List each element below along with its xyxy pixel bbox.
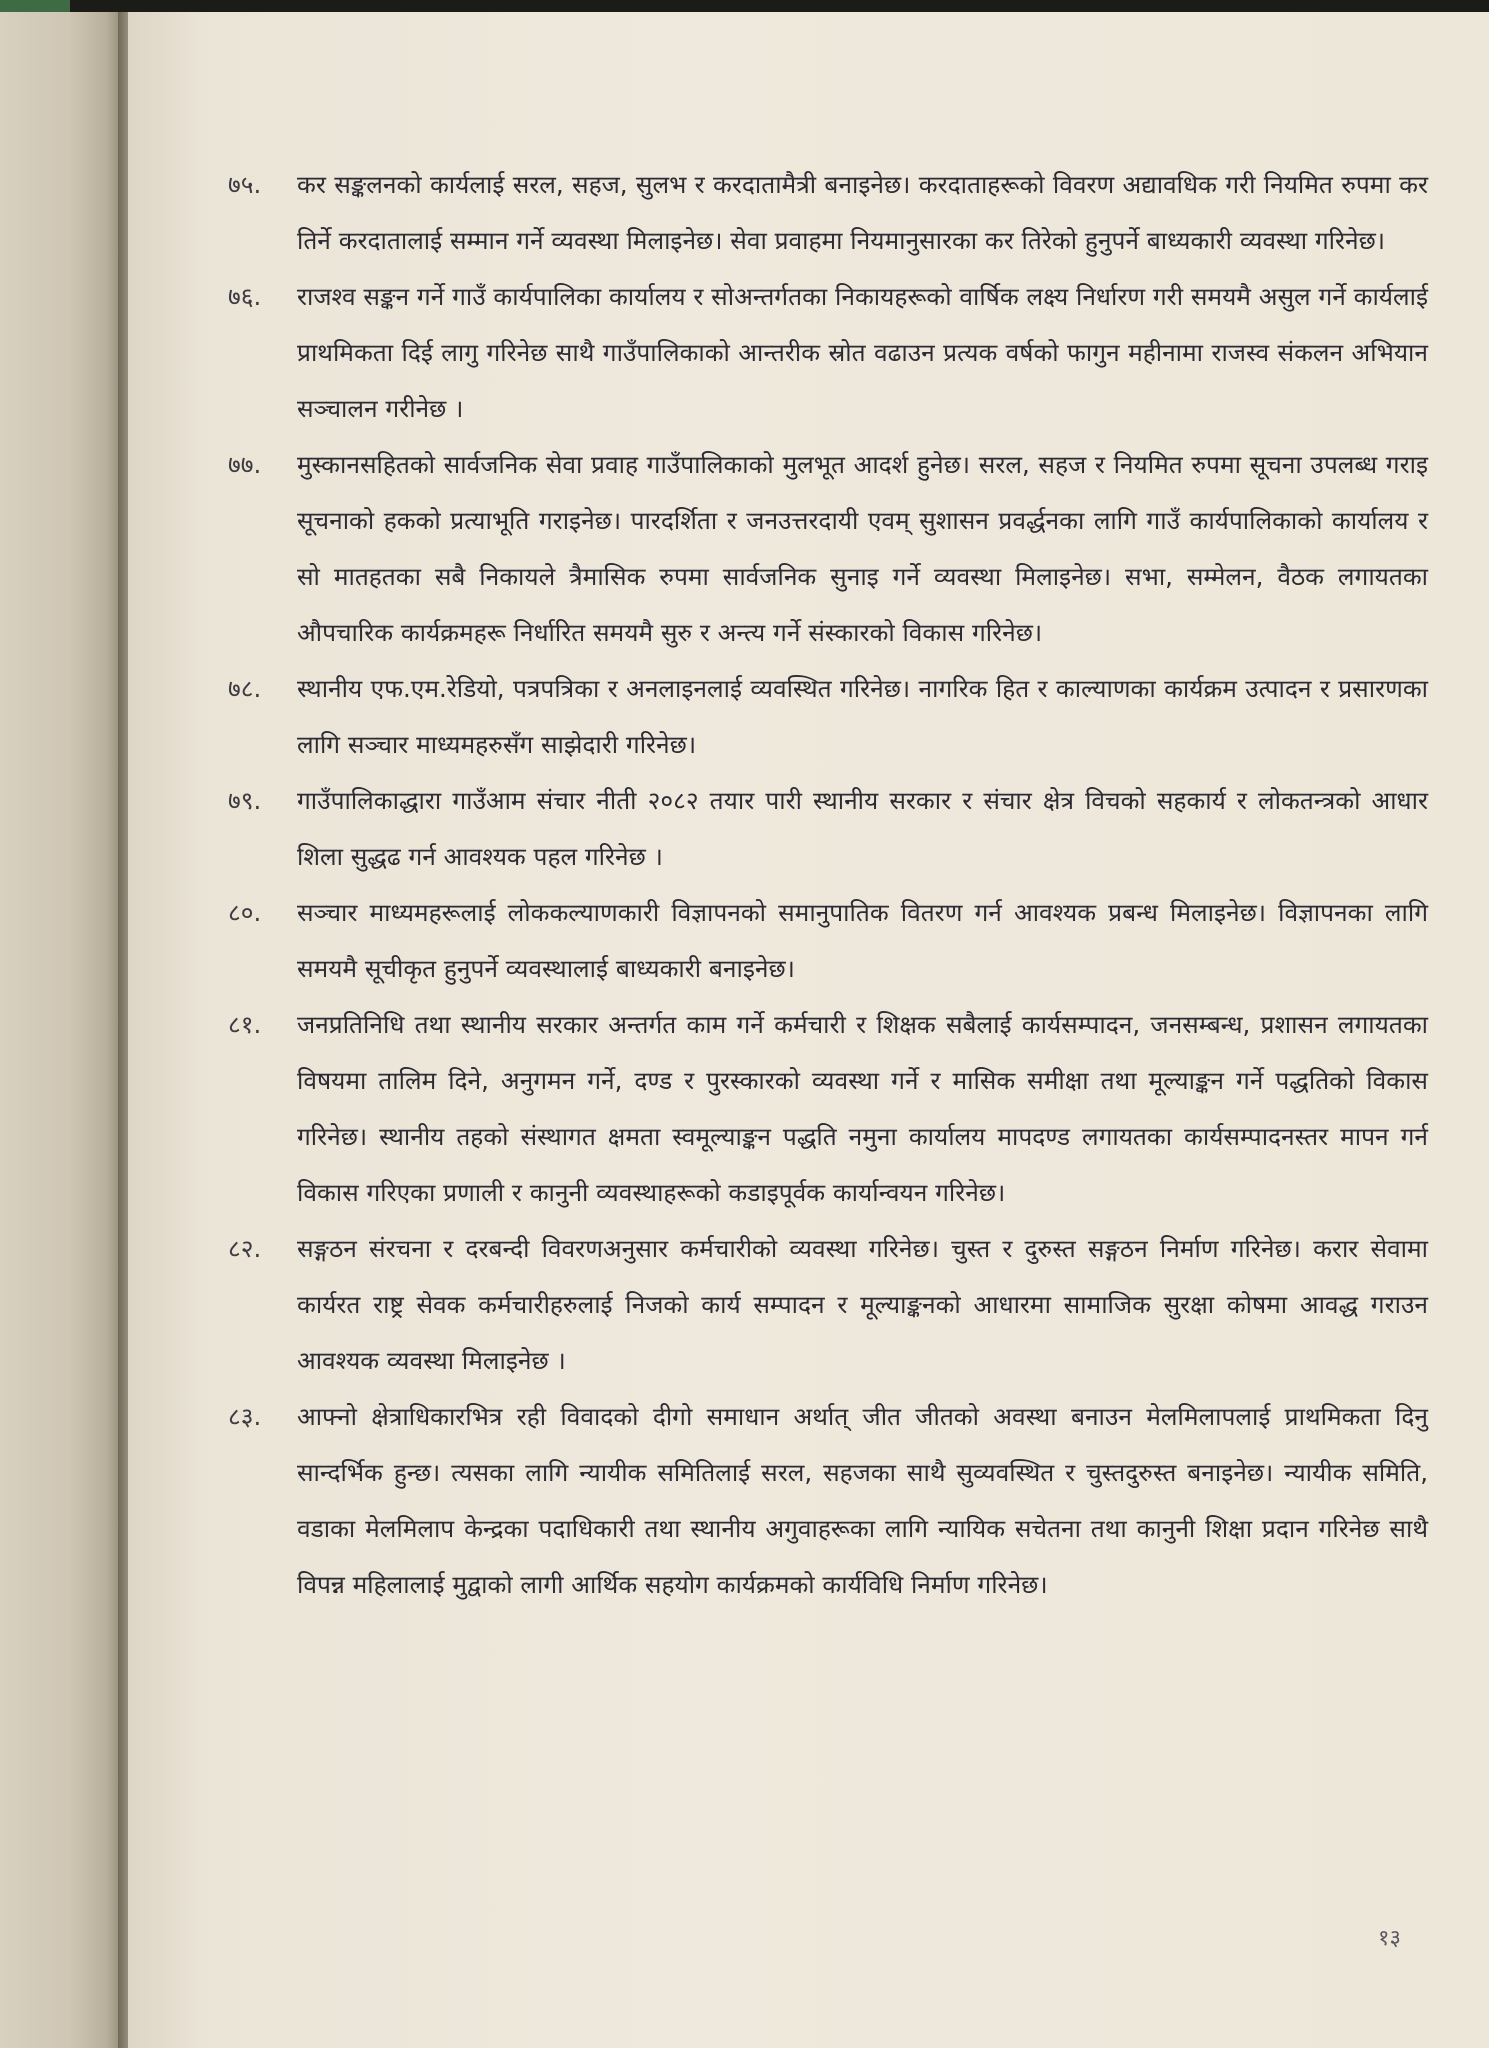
- list-item: [228, 1389, 1428, 1613]
- item-number: ७८.: [228, 674, 262, 703]
- item-number: ७५.: [228, 170, 262, 199]
- list-item: [228, 437, 1428, 661]
- document-page: [128, 12, 1489, 2048]
- left-page-margin: [0, 12, 125, 2048]
- item-text: मुस्कानसहितको सार्वजनिक सेवा प्रवाह गाउँपालिकाको मुलभूत आदर्श हुनेछ। सरल, सहज र नियमित रुपमा सूचना उपलब्ध गराइ सूचनाको हकको प्रत्याभूति गराइनेछ। पारदर्शिता र जनउत्तरदायी एवम् सुशासन प्रवर्द्धनका लागि गाउँ कार्यपालिकाको कार्यालय र सो मातहतका सबै निकायले त्रैमासिक रुपमा सार्वजनिक सुनाइ गर्ने व्यवस्था मिलाइनेछ। सभा, सम्मेलन, वैठक लगायतका औपचारिक कार्यक्रमहरू निर्धारित समयमै सुरु र अन्त्य गर्ने संस्कारको विकास गरिनेछ।: [297, 450, 1428, 647]
- item-number: ८३.: [228, 1402, 262, 1431]
- item-number: ८२.: [228, 1234, 262, 1263]
- item-text: राजश्व सङ्कन गर्ने गाउँ कार्यपालिका कार्यालय र सोअन्तर्गतका निकायहरूको वार्षिक लक्ष्य निर्धारण गरी समयमै असुल गर्ने कार्यलाई प्राथमिकता दिई लागु गरिनेछ साथै गाउँपालिकाको आन्तरीक स्रोत वढाउन प्रत्यक वर्षको फागुन महीनामा राजस्व संकलन अभियान सञ्चालन गरीनेछ ।: [297, 282, 1428, 423]
- list-item: [228, 157, 1428, 269]
- list-item: [228, 1221, 1428, 1389]
- item-text: जनप्रतिनिधि तथा स्थानीय सरकार अन्तर्गत काम गर्ने कर्मचारी र शिक्षक सबैलाई कार्यसम्पादन, जनसम्बन्ध, प्रशासन लगायतका विषयमा तालिम दिने, अनुगमन गर्ने, दण्ड र पुरस्कारको व्यवस्था गर्ने र मासिक समीक्षा तथा मूल्याङ्कन गर्ने पद्धतिको विकास गरिनेछ। स्थानीय तहको संस्थागत क्षमता स्वमूल्याङ्कन पद्धति नमुना कार्यालय मापदण्ड लगायतका कार्यसम्पादनस्तर मापन गर्न विकास गरिएका प्रणाली र कानुनी व्यवस्थाहरूको कडाइपूर्वक कार्यान्वयन गरिनेछ।: [297, 1010, 1429, 1207]
- item-text: सङ्गठन संरचना र दरबन्दी विवरणअनुसार कर्मचारीको व्यवस्था गरिनेछ। चुस्त र दुरुस्त सङ्गठन निर्माण गरिनेछ। करार सेवामा कार्यरत राष्ट्र सेवक कर्मचारीहरुलाई निजको कार्य सम्पादन र मूल्याङ्कनको आधारमा सामाजिक सुरक्षा कोषमा आवद्ध गराउन आवश्यक व्यवस्था मिलाइनेछ ।: [297, 1234, 1428, 1375]
- item-text: आफ्नो क्षेत्राधिकारभित्र रही विवादको दीगो समाधान अर्थात् जीत जीतको अवस्था बनाउन मेलमिलापलाई प्राथमिकता दिनु सान्दर्भिक हुन्छ। त्यसका लागि न्यायीक समितिलाई सरल, सहजका साथै सुव्यवस्थित र चुस्तदुरुस्त बनाइनेछ। न्यायीक समिति, वडाका मेलमिलाप केन्द्रका पदाधिकारी तथा स्थानीय अगुवाहरूका लागि न्यायिक सचेतना तथा कानुनी शिक्षा प्रदान गरिनेछ साथै विपन्न महिलालाई मुद्वाको लागी आर्थिक सहयोग कार्यक्रमको कार्यविधि निर्माण गरिनेछ।: [297, 1402, 1428, 1599]
- item-number: ८०.: [228, 898, 262, 927]
- list-item: [228, 997, 1428, 1221]
- cover-edge: [0, 0, 70, 12]
- item-text: स्थानीय एफ.एम.रेडियो, पत्रपत्रिका र अनलाइनलाई व्यवस्थित गरिनेछ। नागरिक हित र काल्याणका कार्यक्रम उत्पादन र प्रसारणका लागि सञ्चार माध्यमहरुसँग साझेदारी गरिनेछ।: [297, 674, 1428, 759]
- list-item: [228, 885, 1428, 997]
- list-item: [228, 269, 1428, 437]
- item-number: ७९.: [228, 786, 262, 815]
- page-content: [228, 157, 1428, 1613]
- item-text: सञ्चार माध्यमहरूलाई लोककल्याणकारी विज्ञापनको समानुपातिक वितरण गर्न आवश्यक प्रबन्ध मिलाइनेछ। विज्ञापनका लागि समयमै सूचीकृत हुनुपर्ने व्यवस्थालाई बाध्यकारी बनाइनेछ।: [297, 898, 1428, 983]
- item-number: ७७.: [228, 450, 262, 479]
- top-edge: [0, 0, 1489, 12]
- item-number: ८१.: [228, 1010, 262, 1039]
- item-text: गाउँपालिकाद्धारा गाउँआम संचार नीती २०८२ तयार पारी स्थानीय सरकार र संचार क्षेत्र विचको सहकार्य र लोकतन्त्रको आधार शिला सुद्धढ गर्न आवश्यक पहल गरिनेछ ।: [297, 786, 1428, 871]
- item-number: ७६.: [228, 282, 262, 311]
- item-text: कर सङ्कलनको कार्यलाई सरल, सहज, सुलभ र करदातामैत्री बनाइनेछ। करदाताहरूको विवरण अद्यावधिक गरी नियमित रुपमा कर तिर्ने करदातालाई सम्मान गर्ने व्यवस्था मिलाइनेछ। सेवा प्रवाहमा नियमानुसारका कर तिरेको हुनुपर्ने बाध्यकारी व्यवस्था गरिनेछ।: [297, 170, 1428, 255]
- list-item: [228, 773, 1428, 885]
- page-number: १३: [1378, 1926, 1401, 1951]
- list-item: [228, 661, 1428, 773]
